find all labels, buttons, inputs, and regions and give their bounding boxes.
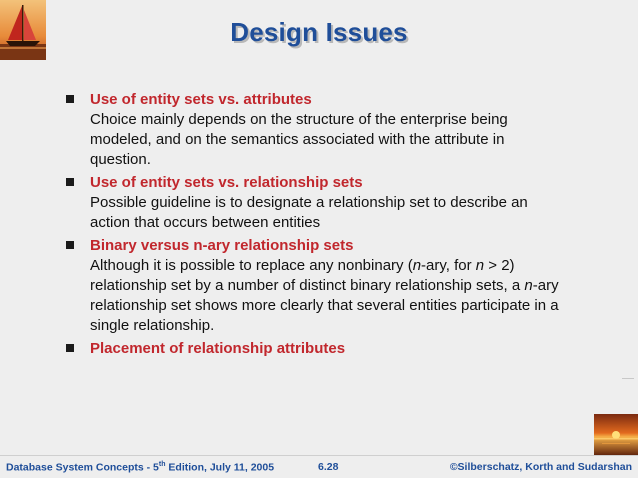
bullet-body: Choice mainly depends on the structure of the enterprise being modeled, and on the semantics associated with the attribute in question.	[90, 111, 508, 168]
bullet-heading: Binary versus n-ary relationship sets	[90, 237, 354, 254]
sunset-logo	[594, 414, 638, 456]
page-number: 6.28	[318, 461, 339, 473]
footer-book-title: Database System Concepts - 5th Edition, July 11, 2005	[6, 461, 275, 474]
bullet-item	[66, 90, 566, 170]
bullet-item	[66, 339, 566, 359]
square-bullet-icon	[66, 344, 74, 352]
bullet-heading: Placement of relationship attributes	[90, 340, 346, 357]
side-divider	[622, 378, 634, 379]
copyright: ©Silberschatz, Korth and Sudarshan	[449, 461, 632, 473]
square-bullet-icon	[66, 178, 74, 186]
bullet-body: Possible guideline is to designate a relationship set to describe an action that occurs between entities	[90, 194, 528, 231]
bullet-list	[66, 90, 566, 362]
square-bullet-icon	[66, 95, 74, 103]
square-bullet-icon	[66, 241, 74, 249]
bullet-item	[66, 236, 566, 336]
bullet-item	[66, 173, 566, 233]
bullet-heading: Use of entity sets vs. attributes	[90, 91, 312, 108]
bullet-body: Although it is possible to replace any nonbinary (n-ary, for n > 2) relationship set by a number of distinct binary relationship sets, a n-ary relationship set shows more clearly that several entities participate in a single relationship.	[90, 257, 559, 334]
slide-title: Design Issues	[230, 17, 408, 47]
footer	[0, 456, 638, 478]
bullet-heading: Use of entity sets vs. relationship sets	[90, 174, 363, 191]
